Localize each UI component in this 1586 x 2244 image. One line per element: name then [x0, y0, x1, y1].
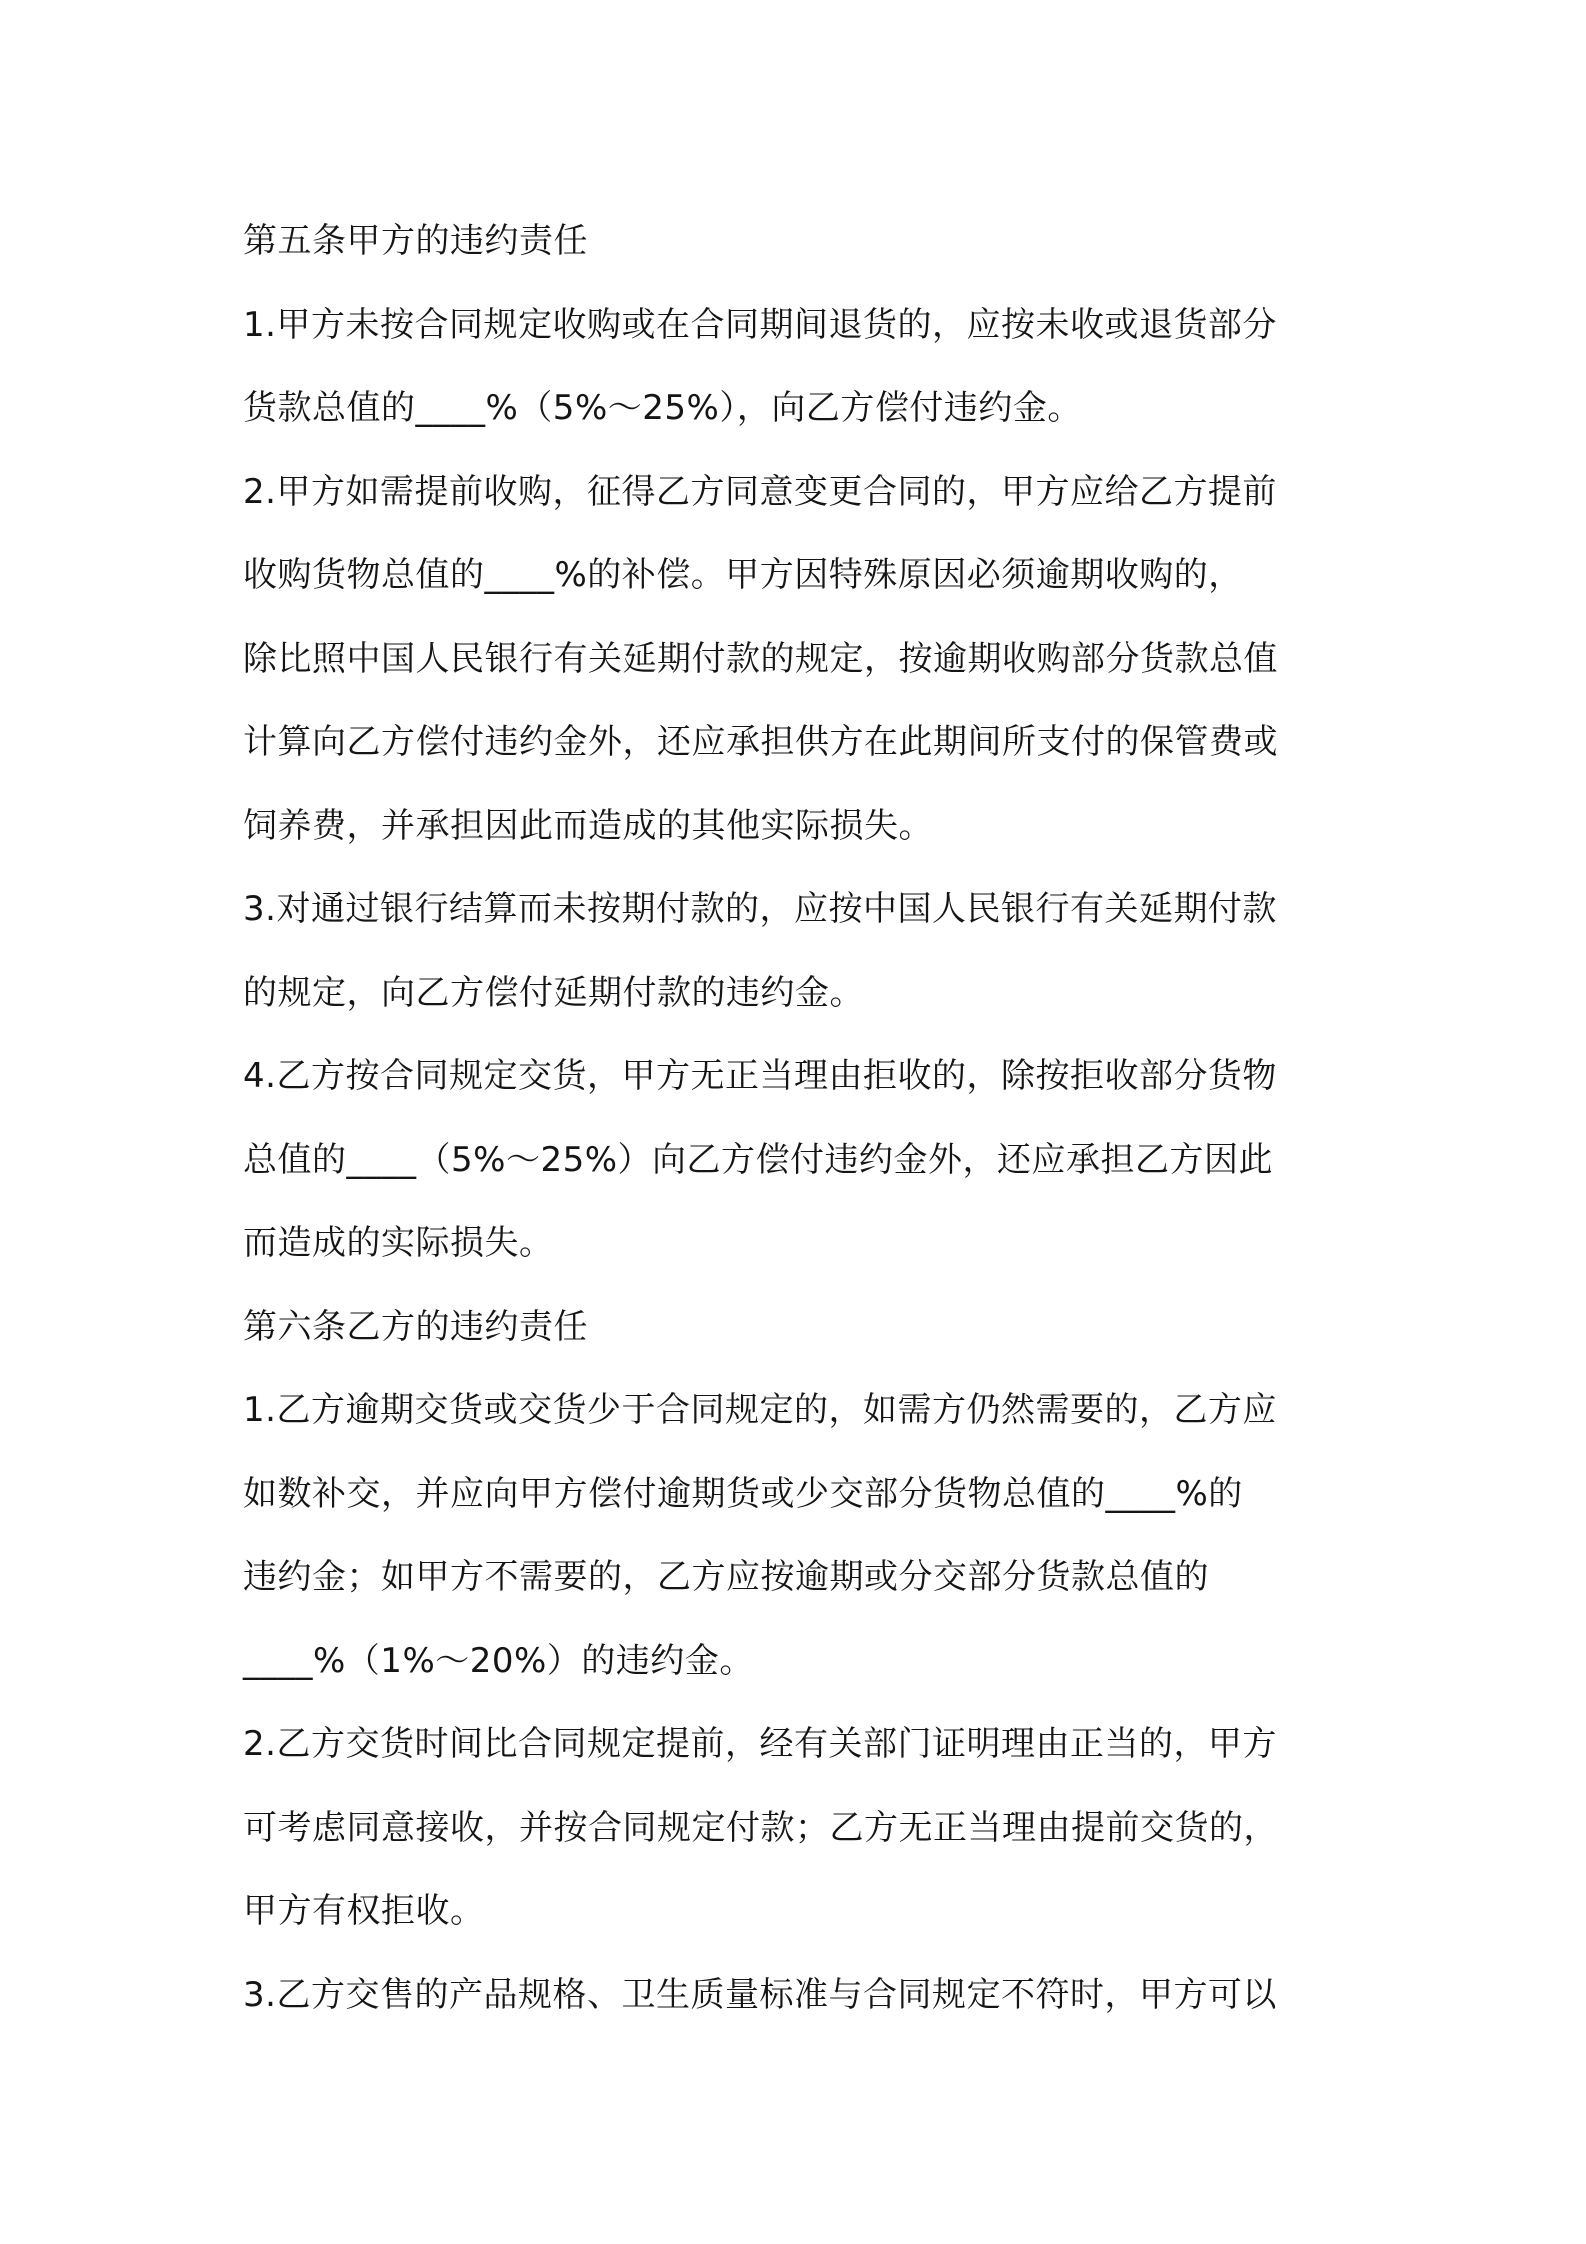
text-line: 而造成的实际损失。: [243, 1223, 554, 1263]
section-heading-article-6: 第六条乙方的违约责任: [243, 1306, 588, 1347]
text-line: 甲方有权拒收。: [243, 1891, 485, 1931]
text-line: 4.乙方按合同规定交货，甲方无正当理由拒收的，除按拒收部分货物: [243, 1056, 1277, 1096]
text-line: 2.甲方如需提前收购，征得乙方同意变更合同的，甲方应给乙方提前: [243, 471, 1277, 512]
document-body: [243, 200, 1363, 2037]
text-line: 违约金；如甲方不需要的，乙方应按逾期或分交部分货款总值的: [243, 1557, 1209, 1597]
text-line: ____%（1%～20%）的违约金。: [243, 1640, 754, 1681]
section-heading-article-5: 第五条甲方的违约责任: [243, 221, 588, 261]
text-line: 可考虑同意接收，并按合同规定付款；乙方无正当理由提前交货的，: [243, 1807, 1278, 1848]
text-line: 饲养费，并承担因此而造成的其他实际损失。: [243, 805, 933, 846]
text-line: 除比照中国人民银行有关延期付款的规定，按逾期收购部分货款总值: [243, 638, 1278, 679]
text-line: 总值的____（5%～25%）向乙方偿付违约金外，还应承担乙方因此: [243, 1139, 1274, 1180]
text-line: 收购货物总值的____%的补偿。甲方因特殊原因必须逾期收购的，: [243, 555, 1243, 595]
text-line: 如数补交，并应向甲方偿付逾期货或少交部分货物总值的____%的: [243, 1473, 1243, 1514]
text-line: 3.乙方交售的产品规格、卫生质量标准与合同规定不符时，甲方可以: [243, 1974, 1277, 2015]
text-line: 1.乙方逾期交货或交货少于合同规定的，如需方仍然需要的，乙方应: [243, 1390, 1277, 1430]
text-line: 1.甲方未按合同规定收购或在合同期间退货的，应按未收或退货部分: [243, 304, 1277, 345]
text-line: 计算向乙方偿付违约金外，还应承担供方在此期间所支付的保管费或: [243, 722, 1278, 762]
text-line: 2.乙方交货时间比合同规定提前，经有关部门证明理由正当的，甲方: [243, 1724, 1277, 1764]
text-line: 3.对通过银行结算而未按期付款的，应按中国人民银行有关延期付款: [243, 889, 1277, 929]
text-line: 货款总值的____%（5%～25%），向乙方偿付违约金。: [243, 388, 1082, 428]
text-line: 的规定，向乙方偿付延期付款的违约金。: [243, 972, 864, 1013]
